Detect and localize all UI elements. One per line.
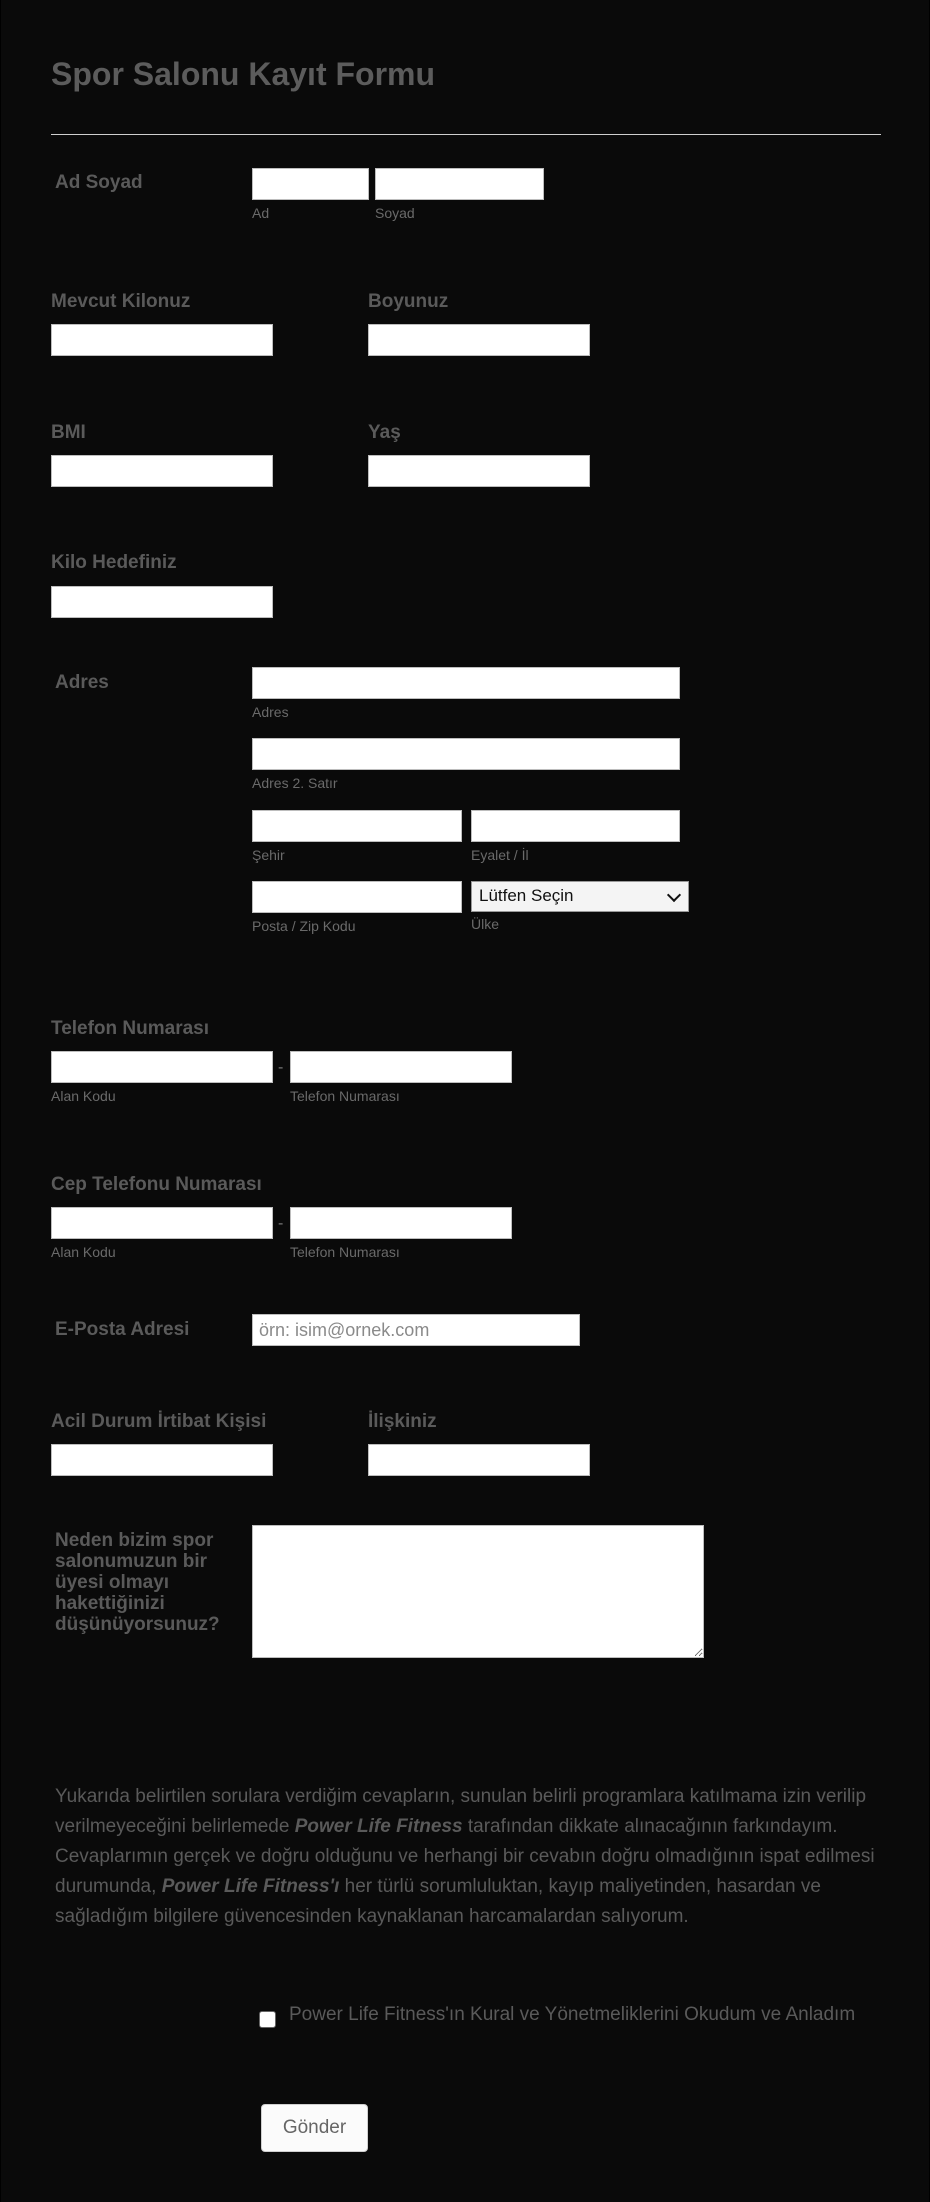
address-line1-sublabel: Adres (252, 704, 289, 720)
agreement-checkbox[interactable] (259, 2011, 276, 2028)
mobile-number-input[interactable] (290, 1207, 512, 1239)
country-select-value: Lütfen Seçin (479, 886, 574, 905)
form-title: Spor Salonu Kayıt Formu (51, 56, 436, 92)
why-label-line: hakettiğinizi (55, 1593, 165, 1614)
state-sublabel: Eyalet / İl (471, 847, 529, 863)
zip-sublabel: Posta / Zip Kodu (252, 918, 356, 934)
bmi-input[interactable] (51, 455, 273, 487)
why-label-line: üyesi olmayı (55, 1572, 170, 1593)
phone-number-input[interactable] (290, 1051, 512, 1083)
weight-input[interactable] (51, 324, 273, 356)
submit-button[interactable]: Gönder (261, 2104, 368, 2152)
state-input[interactable] (471, 810, 680, 842)
last-name-sublabel: Soyad (375, 205, 415, 221)
phone-number-sublabel: Telefon Numarası (290, 1088, 400, 1104)
phone-area-sublabel: Alan Kodu (51, 1088, 116, 1104)
last-name-input[interactable] (375, 168, 544, 200)
email-label: E-Posta Adresi (55, 1319, 190, 1340)
first-name-sublabel: Ad (252, 205, 270, 221)
bmi-label: BMI (51, 422, 86, 443)
phone-label: Telefon Numarası (51, 1018, 210, 1039)
mobile-label: Cep Telefonu Numarası (51, 1174, 262, 1195)
first-name-input[interactable] (252, 168, 369, 200)
why-textarea[interactable] (252, 1525, 704, 1658)
relationship-input[interactable] (368, 1444, 590, 1476)
disclaimer-part2: tarafından dikkate alınacağının farkındayım. Cevaplarımın gerçek ve doğru olduğunu ve herhangi bir cevabın doğru olmadığının ispat edilmesi durumunda, (55, 1816, 875, 1897)
disclaimer-brand: Power Life Fitness'ı (161, 1876, 340, 1897)
country-select[interactable] (471, 881, 689, 912)
disclaimer-text (55, 1782, 885, 1932)
goal-label: Kilo Hedefiniz (51, 552, 177, 573)
country-sublabel: Ülke (471, 916, 500, 932)
mobile-area-sublabel: Alan Kodu (51, 1244, 116, 1260)
height-input[interactable] (368, 324, 590, 356)
height-label: Boyunuz (368, 291, 449, 312)
form-panel (1, 0, 929, 2202)
address-line2-input[interactable] (252, 738, 680, 770)
disclaimer-part1: Yukarıda belirtilen sorulara verdiğim cevapların, sunulan belirli programlara katılmama izin verilip verilmeyeceğini belirlemede (55, 1786, 867, 1837)
address-line2-sublabel: Adres 2. Satır (252, 775, 338, 791)
weight-label: Mevcut Kilonuz (51, 291, 191, 312)
disclaimer-part3: her türlü sorumluluktan, kayıp maliyetinden, hasardan ve sağladığım bilgilere güvencesinden kaynaklanan harcamalardan salıyorum. (55, 1876, 821, 1927)
mobile-area-input[interactable] (51, 1207, 273, 1239)
relationship-label: İlişkiniz (368, 1411, 437, 1432)
email-input[interactable] (252, 1314, 580, 1346)
emergency-contact-input[interactable] (51, 1444, 273, 1476)
age-label: Yaş (368, 422, 401, 443)
address-line1-input[interactable] (252, 667, 680, 699)
why-label-line: düşünüyorsunuz? (55, 1614, 220, 1635)
agreement-label[interactable]: Power Life Fitness'ın Kural ve Yönetmeliklerini Okudum ve Anladım (289, 2004, 856, 2025)
title-divider (51, 134, 881, 135)
goal-input[interactable] (51, 586, 273, 618)
why-label-line: salonumuzun bir (55, 1551, 207, 1572)
phone-area-input[interactable] (51, 1051, 273, 1083)
phone-separator: - (278, 1059, 284, 1076)
chevron-down-icon (667, 888, 681, 902)
mobile-number-sublabel: Telefon Numarası (290, 1244, 400, 1260)
address-label: Adres (55, 672, 109, 693)
age-input[interactable] (368, 455, 590, 487)
zip-input[interactable] (252, 881, 462, 913)
mobile-separator: - (278, 1215, 284, 1232)
disclaimer-brand: Power Life Fitness (294, 1816, 463, 1837)
city-input[interactable] (252, 810, 462, 842)
city-sublabel: Şehir (252, 847, 285, 863)
why-label (55, 1530, 220, 1635)
name-label: Ad Soyad (55, 172, 143, 193)
emergency-contact-label: Acil Durum İrtibat Kişisi (51, 1411, 267, 1432)
why-label-line: Neden bizim spor (55, 1530, 214, 1551)
